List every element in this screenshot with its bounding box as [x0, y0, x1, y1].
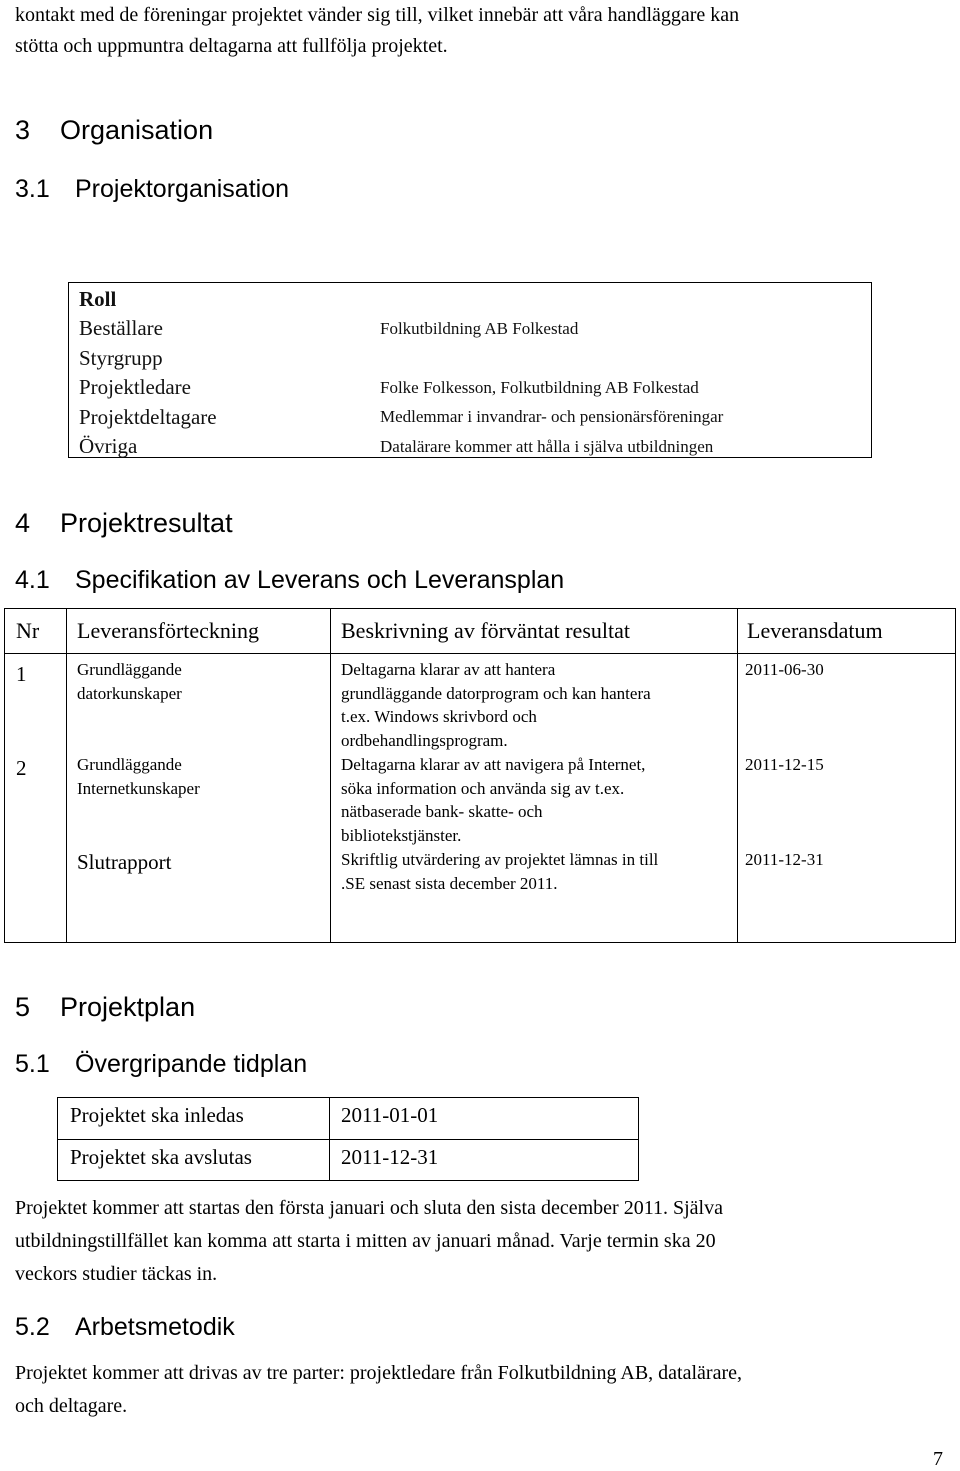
heading-projektplan [15, 992, 195, 1023]
org-roles-column [79, 285, 359, 461]
header-beskrivning: Beskrivning av förväntat resultat [341, 618, 630, 643]
row-item [77, 658, 182, 705]
paragraph-line: veckors studier täckas in. [15, 1263, 218, 1285]
org-value: Folkutbildning AB Folkestad [380, 319, 579, 338]
heading-number: 5.2 [15, 1313, 50, 1341]
org-role: Projektledare [79, 375, 191, 400]
intro-line: kontakt med de föreningar projektet vänder sig till, vilket innebär att våra handläggare kan [15, 4, 740, 26]
heading-projektorganisation [15, 175, 289, 204]
intro-paragraph [15, 0, 945, 62]
row-description [341, 658, 651, 752]
desc-line: Deltagarna klarar av att navigera på Internet, [341, 755, 646, 774]
org-role: Projektdeltagare [79, 404, 217, 429]
org-value: Datalärare kommer att hålla i själva utbildningen [380, 436, 714, 456]
desc-line: grundläggande datorprogram och kan hantera [341, 683, 651, 703]
heading-specifikation [15, 566, 564, 595]
tidplan-label: Projektet ska avslutas [70, 1145, 252, 1169]
header-divider [5, 653, 955, 654]
tidplan-date: 2011-01-01 [341, 1103, 439, 1127]
row-description [341, 753, 645, 847]
heading-number: 5.1 [15, 1050, 50, 1078]
heading-number: 4 [15, 508, 31, 538]
org-value: Medlemmar i invandrar- och pensionärsföreningar [380, 407, 724, 427]
heading-text: Arbetsmetodik [75, 1313, 235, 1341]
desc-line: nätbaserade bank- skatte- och [341, 802, 543, 821]
tidplan-table [57, 1097, 639, 1181]
heading-text: Övergripande tidplan [75, 1050, 308, 1078]
heading-projektresultat [15, 508, 233, 539]
row-item-line: Grundläggande [77, 660, 182, 679]
desc-line: Deltagarna klarar av att hantera [341, 660, 556, 679]
org-value: Folke Folkesson, Folkutbildning AB Folkestad [380, 377, 699, 397]
heading-text: Projektresultat [60, 508, 233, 538]
row-date: 2011-12-31 [745, 850, 824, 869]
org-value [380, 343, 860, 372]
row-item-line: Internetkunskaper [77, 778, 200, 798]
heading-text: Organisation [60, 115, 214, 145]
org-values-column [380, 314, 860, 461]
row-description [341, 848, 658, 895]
heading-text: Projektorganisation [75, 175, 290, 203]
leverans-table [4, 608, 956, 943]
row-date: 2011-12-15 [745, 755, 824, 774]
desc-line: .SE senast sista december 2011. [341, 873, 558, 893]
row-item-line: Grundläggande [77, 755, 182, 774]
heading-text: Projektplan [60, 992, 196, 1022]
row-divider [58, 1139, 638, 1140]
header-leveransforteckning: Leveransförteckning [77, 618, 260, 643]
column-divider [737, 609, 738, 942]
intro-line: stötta och uppmuntra deltagarna att fullfölja projektet. [15, 35, 448, 57]
column-divider [66, 609, 67, 942]
paragraph-line: utbildningstillfället kan komma att starta i mitten av januari månad. Varje termin ska 20 [15, 1230, 716, 1252]
row-nr: 1 [16, 662, 27, 686]
tidplan-label: Projektet ska inledas [70, 1103, 244, 1127]
org-role: Styrgrupp [79, 345, 163, 370]
paragraph-line: och deltagare. [15, 1395, 128, 1417]
heading-arbetsmetodik [15, 1313, 235, 1342]
desc-line: bibliotekstjänster. [341, 825, 462, 845]
header-leveransdatum: Leveransdatum [747, 618, 883, 643]
row-nr: 2 [16, 756, 27, 780]
desc-line: ordbehandlingsprogram. [341, 730, 508, 750]
row-item-line: datorkunskaper [77, 683, 182, 703]
org-role: Beställare [79, 316, 163, 341]
paragraph-line: Projektet kommer att startas den första januari och sluta den sista december 2011. Själva [15, 1197, 723, 1219]
tidplan-date: 2011-12-31 [341, 1145, 439, 1169]
column-divider [330, 609, 331, 942]
header-nr: Nr [16, 618, 40, 643]
row-date: 2011-06-30 [745, 660, 824, 679]
org-table [68, 282, 872, 458]
page-number: 7 [933, 1448, 943, 1470]
heading-number: 4.1 [15, 566, 50, 594]
paragraph-line: Projektet kommer att drivas av tre parter: projektledare från Folkutbildning AB, datalärare, [15, 1362, 742, 1384]
arbetsmetodik-paragraph [15, 1357, 935, 1423]
desc-line: t.ex. Windows skrivbord och [341, 707, 537, 726]
org-role: Övriga [79, 434, 138, 459]
desc-line: söka information och använda sig av t.ex. [341, 778, 625, 798]
row-item [77, 753, 200, 800]
heading-number: 3 [15, 115, 31, 145]
tidplan-paragraph [15, 1192, 935, 1291]
row-item: Slutrapport [77, 850, 172, 874]
heading-organisation [15, 115, 213, 146]
heading-tidplan [15, 1050, 307, 1079]
heading-number: 5 [15, 992, 31, 1022]
heading-text: Specifikation av Leverans och Leveransplan [75, 566, 565, 594]
heading-number: 3.1 [15, 175, 50, 203]
desc-line: Skriftlig utvärdering av projektet lämnas in till [341, 850, 659, 869]
org-header: Roll [79, 287, 117, 311]
